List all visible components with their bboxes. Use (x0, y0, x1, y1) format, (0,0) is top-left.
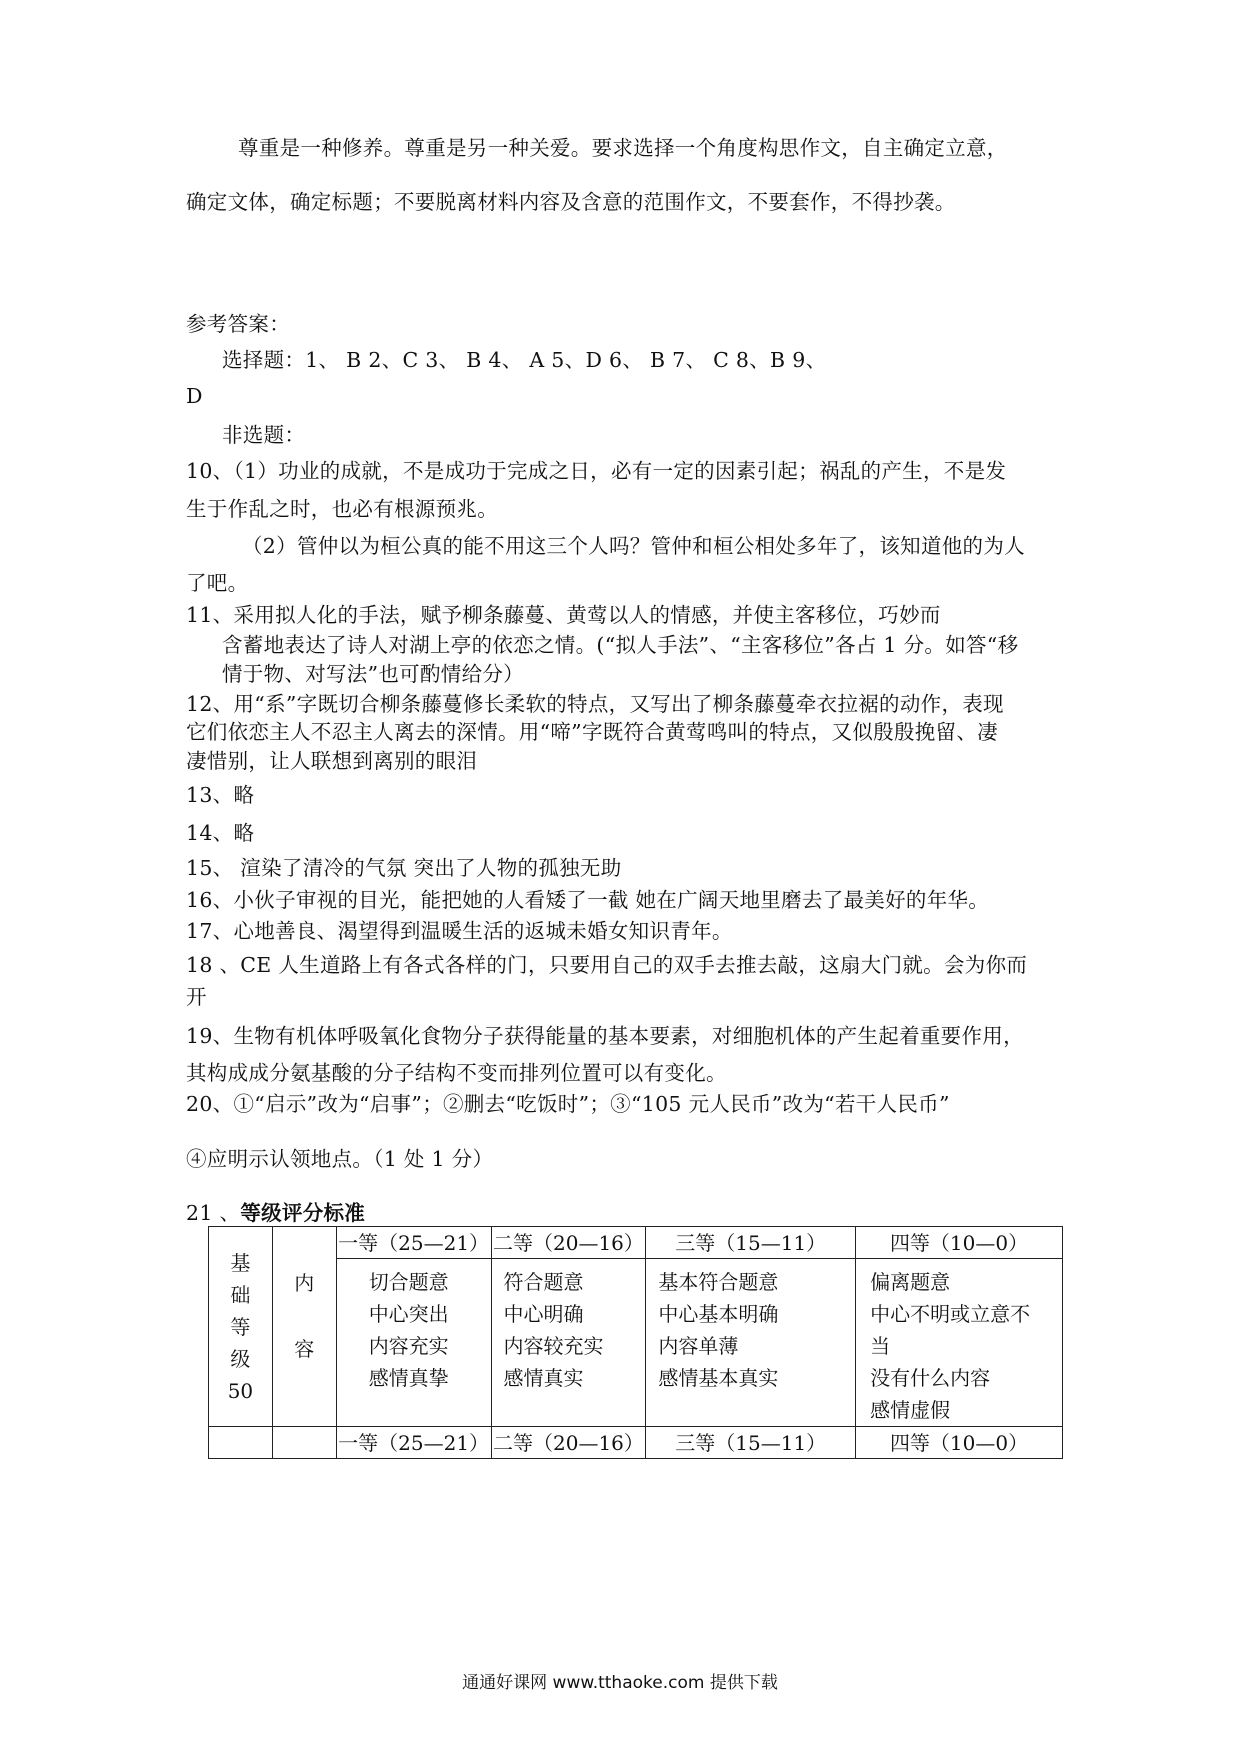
bottom-level-4: 四等（10—0） (856, 1427, 1063, 1459)
level-2-criteria: 符合题意 中心明确 内容较充实 感情真实 (491, 1259, 646, 1427)
essay-prompt-line-1: 尊重是一种修养。尊重是另一种关爱。要求选择一个角度构思作文，自主确定立意， (238, 136, 1008, 160)
answer-12c: 凄惜别，让人联想到离别的眼泪 (186, 749, 478, 773)
answer-19a: 19、生物有机体呼吸氧化食物分子获得能量的基本要素，对细胞机体的产生起着重要作用， (186, 1024, 1024, 1048)
answer-11a: 11、采用拟人化的手法，赋予柳条藤蔓、黄莺以人的情感，并使主客移位，巧妙而 (186, 603, 941, 627)
grading-header-row (209, 1227, 1063, 1259)
choice-answers-wrap: D (186, 384, 203, 408)
level-4-criteria: 偏离题意 中心不明或立意不 当 没有什么内容 感情虚假 (856, 1259, 1063, 1427)
answer-11c: 情于物、对写法”也可酌情给分） (222, 662, 524, 686)
answer-10-2b: 了吧。 (186, 571, 249, 595)
answers-heading: 参考答案： (186, 312, 290, 336)
bottom-level-1: 一等（25—21） (336, 1427, 491, 1459)
answer-12b: 它们依恋主人不忍主人离去的深情。用“啼”字既符合黄莺鸣叫的特点，又似殷殷挽留、凄 (186, 720, 998, 744)
level-2-header: 二等（20—16） (491, 1227, 646, 1259)
level-1-criteria: 切合题意 中心突出 内容充实 感情真挚 (336, 1259, 491, 1427)
answer-20a: 20、①“启示”改为“启事”；②删去“吃饭时”；③“105 元人民币”改为“若干人民币” (186, 1092, 950, 1116)
level-1-header: 一等（25—21） (336, 1227, 491, 1259)
answer-13: 13、略 (186, 783, 255, 807)
bottom-level-3: 三等（15—11） (646, 1427, 856, 1459)
nonchoice-heading: 非选题： (222, 423, 306, 447)
essay-prompt-line-2: 确定文体，确定标题；不要脱离材料内容及含意的范围作文，不要套作，不得抄袭。 (186, 190, 956, 214)
level-3-criteria: 基本符合题意 中心基本明确 内容单薄 感情基本真实 (646, 1259, 856, 1427)
bottom-empty-cell (272, 1427, 336, 1459)
level-3-header: 三等（15—11） (646, 1227, 856, 1259)
base-level-label: 基 础 等 级 50 (209, 1227, 273, 1427)
answer-15: 15、 渲染了清冷的气氛 突出了人物的孤独无助 (186, 856, 622, 880)
answer-10-1a: 10、（1）功业的成就，不是成功于完成之日，必有一定的因素引起；祸乱的产生，不是发 (186, 459, 1007, 483)
answer-18a: 18 、CE 人生道路上有各式各样的门，只要用自己的双手去推去敲，这扇大门就。会为你而 (186, 953, 1028, 977)
answer-17: 17、心地善良、渴望得到温暖生活的返城未婚女知识青年。 (186, 919, 733, 943)
answer-12a: 12、用“系”字既切合柳条藤蔓修长柔软的特点，又写出了柳条藤蔓牵衣拉裾的动作，表现 (186, 692, 1004, 716)
answer-20b: ④应明示认领地点。（1 处 1 分） (186, 1147, 494, 1171)
content-label: 内 容 (272, 1227, 336, 1427)
answer-11b: 含蓄地表达了诗人对湖上亭的依恋之情。(“拟人手法”、“主客移位”各占 1 分。如答“移 (222, 633, 1019, 657)
answer-21-number: 21 、 (186, 1201, 241, 1225)
answer-21-title: 等级评分标准 (240, 1201, 366, 1225)
answer-10-2a: （2）管仲以为桓公真的能不用这三个人吗？管仲和桓公相处多年了，该知道他的为人 (242, 534, 1025, 558)
answer-18b: 开 (186, 985, 207, 1009)
bottom-level-2: 二等（20—16） (491, 1427, 646, 1459)
answer-10-1b: 生于作乱之时，也必有根源预兆。 (186, 497, 498, 521)
page-footer: 通通好课网 www.tthaoke.com 提供下载 (462, 1673, 778, 1693)
answer-21-heading (186, 1203, 365, 1224)
grading-table (208, 1226, 1063, 1459)
level-4-header: 四等（10—0） (856, 1227, 1063, 1259)
grading-content-row (209, 1259, 1063, 1427)
answer-14: 14、略 (186, 821, 255, 845)
answer-19b: 其构成成分氨基酸的分子结构不变而排列位置可以有变化。 (186, 1061, 727, 1085)
answer-16: 16、小伙子审视的目光，能把她的人看矮了一截 她在广阔天地里磨去了最美好的年华。 (186, 888, 990, 912)
grading-bottom-row (209, 1427, 1063, 1459)
bottom-empty-cell (209, 1427, 273, 1459)
choice-answers: 选择题：1、 B 2、C 3、 B 4、 A 5、D 6、 B 7、 C 8、B 9、 (222, 348, 827, 372)
